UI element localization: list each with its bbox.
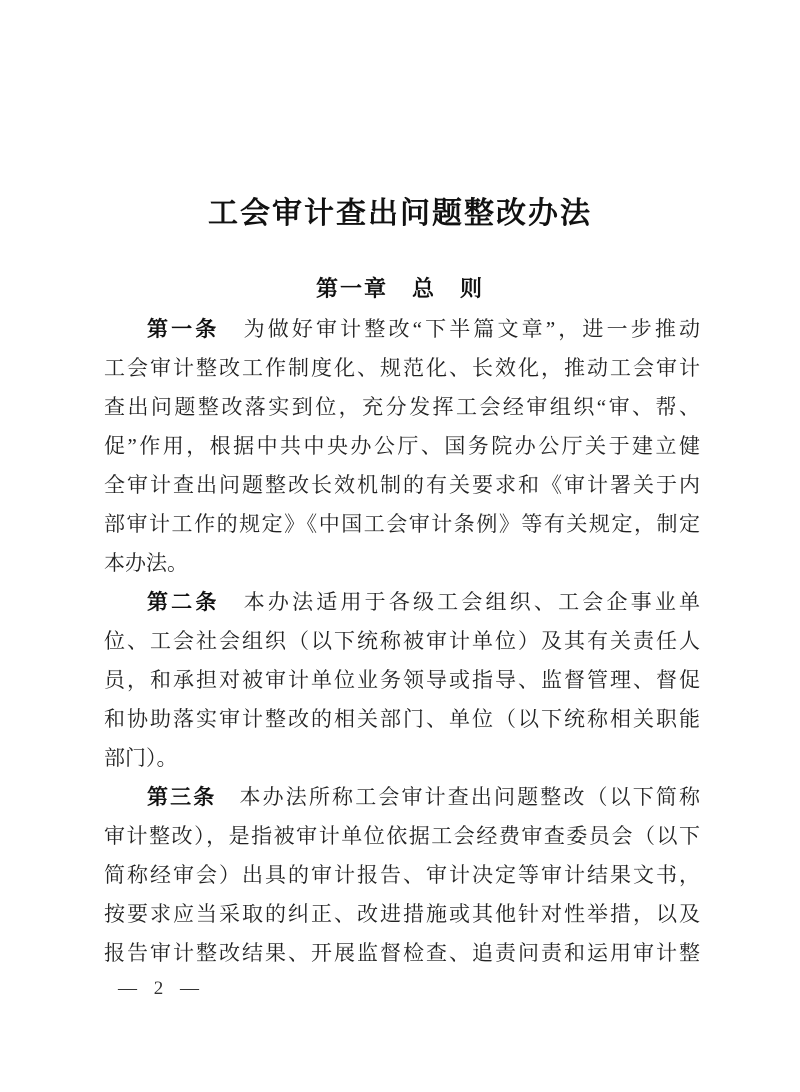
line-text: 部审计工作的规定》《中国工会审计条例》等有关规定，制定 — [104, 512, 700, 536]
article-number: 第三条 — [147, 785, 217, 809]
line-text: 工会审计整改工作制度化、规范化、长效化，推动工会审计 — [104, 356, 700, 380]
line-text: 促”作用，根据中共中央办公厅、国务院办公厅关于建立健 — [104, 434, 700, 458]
body-line — [104, 349, 700, 388]
line-text: 按要求应当采取的纠正、改进措施或其他针对性举措，以及 — [104, 902, 700, 926]
body-line — [104, 895, 700, 934]
body-line — [104, 778, 700, 817]
line-text: 位、工会社会组织（以下统称被审计单位）及其有关责任人 — [104, 629, 700, 653]
line-text: 员，和承担对被审计单位业务领导或指导、监督管理、督促 — [104, 668, 700, 692]
article-number: 第二条 — [147, 590, 220, 614]
body-line — [104, 427, 700, 466]
line-text: 审计整改），是指被审计单位依据工会经费审查委员会（以下 — [104, 824, 700, 848]
line-text: 本办法所称工会审计查出问题整改（以下简称 — [216, 785, 700, 809]
body-line — [104, 310, 700, 349]
body-line — [104, 739, 700, 778]
line-text: 部门）。 — [104, 746, 178, 770]
article-number: 第一条 — [147, 317, 220, 341]
body-line — [104, 544, 700, 583]
body-line — [104, 661, 700, 700]
chapter-heading: 第一章 总 则 — [315, 276, 484, 301]
line-text: 本办法。 — [104, 551, 188, 575]
body-line — [104, 466, 700, 505]
line-text: 简称经审会）出具的审计报告、审计决定等审计结果文书， — [104, 863, 700, 887]
body-line — [104, 817, 700, 856]
body-line — [104, 388, 700, 427]
document-body — [104, 310, 700, 973]
page-number: — 2 — — [118, 978, 205, 999]
body-line — [104, 505, 700, 544]
body-line — [104, 622, 700, 661]
line-text: 查出问题整改落实到位，充分发挥工会经审组织“审、帮、 — [104, 395, 700, 419]
body-line — [104, 583, 700, 622]
line-text: 本办法适用于各级工会组织、工会企事业单 — [219, 590, 700, 614]
document-title: 工会审计查出问题整改办法 — [208, 197, 592, 230]
line-text: 为做好审计整改“下半篇文章”，进一步推动 — [219, 317, 700, 341]
line-text: 全审计查出问题整改长效机制的有关要求和《审计署关于内 — [104, 473, 700, 497]
body-line — [104, 700, 700, 739]
body-line — [104, 934, 700, 973]
line-text: 报告审计整改结果、开展监督检查、追责问责和运用审计整 — [104, 941, 700, 965]
line-text: 和协助落实审计整改的相关部门、单位（以下统称相关职能 — [104, 707, 700, 731]
body-line — [104, 856, 700, 895]
